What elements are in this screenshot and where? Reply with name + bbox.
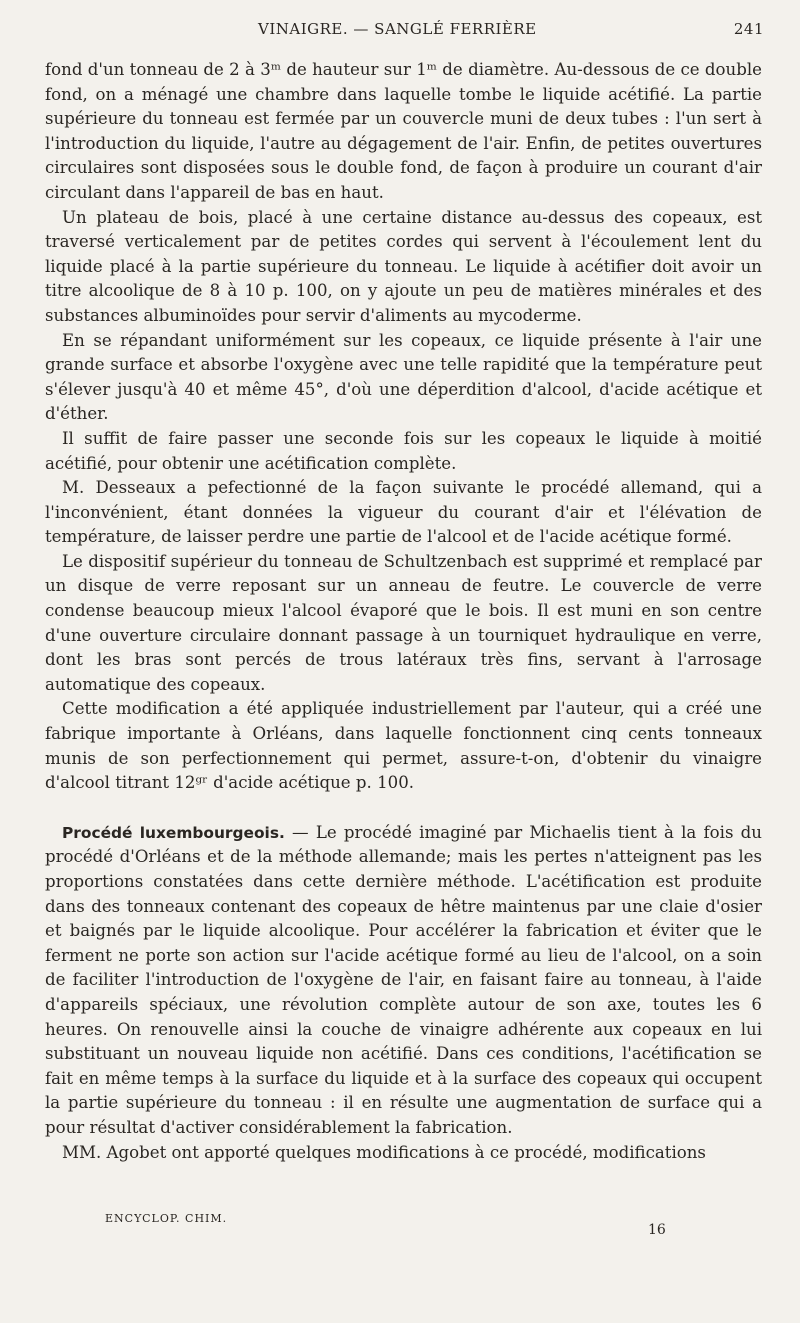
paragraph-6: Le dispositif supérieur du tonneau de Schultzenbach est supprimé et remplacé par un disque de verre reposant sur un anneau de feutre. Le couvercle de verre condense beaucoup mieux l'alcool évaporé que le bois. Il est muni en son centre d'une ouverture circulaire donnant passage à un tourniquet hydraulique en verre, dont les bras sont percés de trous latéraux très fins, servant à l'arrosage automatique des copeaux.: [45, 551, 762, 694]
section-text: — Le procédé imaginé par Michaelis tient à la fois du procédé d'Orléans et de la méthode allemande; mais les pertes n'atteignent pas les proportions constatées dans cette dernière méthode. L'acétification est produite dans des tonneaux contenant des copeaux de hêtre maintenus par une claie d'osier et baignés par le liquide alcoolique. Pour accélérer la fabrication et éviter que le ferment ne porte son action sur l'acide acétique formé au lieu de l'alcool, on a soin de faciliter l'introduction de l'oxygène de l'air, en faisant faire au tonneau, à l'aide d'appareils spéciaux, une révolution complète autour de son axe, toutes les 6 heures. On renouvelle ainsi la couche de vinaigre adhérente aux copeaux en lui substituant un nouveau liquide non acétifié. Dans ces conditions, l'acétification se fait en même temps à la surface du liquide et à la surface des copeaux qui occupent la partie supérieure du tonneau : il en résulte une augmentation de surface qui a pour résultat d'activer considérablement la fabrication.: [45, 822, 762, 1137]
page-number: 241: [733, 20, 764, 38]
paragraph-7: Cette modification a été appliquée industriellement par l'auteur, qui a créé une fabrique importante à Orléans, dans laquelle fonctionnent cinq cents tonneaux munis de son perfectionnement qui permet, assure-t-on, d'obtenir du vinaigre d'alcool titrant 12ᵍʳ d'acide acétique p. 100.: [45, 699, 762, 793]
paragraph-4: Il suffit de faire passer une seconde fois sur les copeaux le liquide à moitié acétifié, pour obtenir une acétification complète.: [45, 428, 762, 473]
page-footer: [0, 1212, 800, 1252]
section-paragraph: [45, 821, 762, 1141]
paragraph-2: Un plateau de bois, placé à une certaine distance au-dessus des copeaux, est traversé verticalement par de petites cordes qui servent à l'écoulement lent du liquide placé à la partie supérieure du tonneau. Le liquide à acétifier doit avoir un titre alcoolique de 8 à 10 p. 100, on y ajoute un peu de matières minérales et des substances albuminoïdes pour servir d'aliments au mycoderme.: [45, 207, 762, 325]
last-paragraph: MM. Agobet ont apporté quelques modifications à ce procédé, modifications: [62, 1142, 706, 1162]
body-text: [45, 58, 762, 1165]
running-title: VINAIGRE. — SANGLÉ FERRIÈRE: [258, 20, 537, 38]
paragraph-5: M. Desseaux a pefectionné de la façon suivante le procédé allemand, qui a l'inconvénient, étant données la vigueur du courant d'air et l'élévation de température, de laisser perdre une partie de l'alcool et de l'acide acétique formé.: [45, 478, 762, 547]
encyclopedia-label: ENCYCLOP. CHIM.: [105, 1212, 228, 1225]
paragraph-3: En se répandant uniformément sur les copeaux, ce liquide présente à l'air une grande surface et absorbe l'oxygène avec une telle rapidité que la température peut s'élever jusqu'à 40 et même 45°, d'où une déperdition d'alcool, d'acide acétique et d'éther.: [45, 330, 762, 424]
section-heading: Procédé luxembourgeois.: [62, 823, 285, 842]
running-header: [0, 20, 800, 42]
paragraph-1: fond d'un tonneau de 2 à 3ᵐ de hauteur sur 1ᵐ de diamètre. Au-dessous de ce double fond, on a ménagé une chambre dans laquelle tombe le liquide acétifié. La partie supérieure du tonneau est fermée par un couvercle muni de deux tubes : l'un sert à l'introduction du liquide, l'autre au dégagement de l'air. Enfin, de petites ouvertures circulaires sont disposées sous le double fond, de façon à produire un courant d'air circulant dans l'appareil de bas en haut.: [45, 60, 762, 202]
signature-mark: 16: [648, 1222, 666, 1238]
